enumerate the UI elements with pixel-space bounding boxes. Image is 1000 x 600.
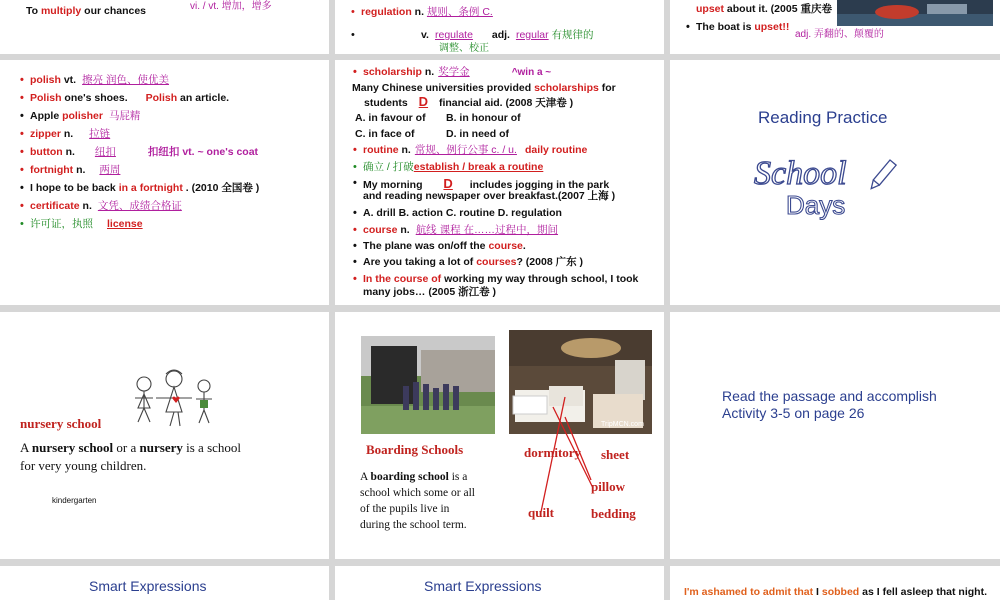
slide-reading-practice[interactable] <box>670 60 1000 305</box>
routine-example-2: and reading newspaper over breakfast.(2007 上海 ) <box>363 190 616 202</box>
label-quilt: quilt <box>528 505 555 520</box>
read-passage-line-2: Activity 3-5 on page 26 <box>722 405 865 421</box>
boarding-definition: A boarding school is a <box>360 471 468 483</box>
slide-vocab[interactable] <box>335 60 664 305</box>
slide-polish[interactable] <box>0 60 329 305</box>
read-passage-line-1: Read the passage and accomplish <box>722 388 937 404</box>
school-days-art-line1: School <box>754 155 847 192</box>
scholarship-line: • scholarship n. 奖学金 ^win a ~ <box>363 66 551 79</box>
answer-1: D <box>418 94 429 109</box>
polish-line: • polish vt. 擦亮 润色、使优美 <box>30 74 169 87</box>
regulation-line: • regulation n. 规则、条例 C. <box>361 6 493 19</box>
certificate-line: • certificate n. 文凭、成绩合格证 <box>30 200 188 213</box>
reading-practice-title: Reading Practice <box>758 108 888 127</box>
slide-upset[interactable] <box>670 0 1000 54</box>
establish-line: • 确立 / 打破establish / break a routine <box>363 161 543 174</box>
pencil-icon <box>868 160 896 191</box>
boat-line: • The boat is upset!! <box>696 21 789 34</box>
nursery-definition-2: for very young children. <box>20 458 147 473</box>
upset-line: upset about it. (2005 重庆卷 <box>696 3 832 15</box>
slide-sobbed[interactable] <box>670 566 1000 600</box>
option-d: D. in need of <box>446 128 509 140</box>
regulate-cn: 调整、校正 <box>439 43 489 54</box>
scholarship-example: Many Chinese universities provided scholarships for <box>352 82 616 94</box>
course-example-3: • In the course of working my way through school, I took <box>363 273 638 286</box>
option-b: B. in honour of <box>446 112 521 124</box>
slide-multiply[interactable] <box>0 0 329 54</box>
slide-nursery-school[interactable] <box>0 312 329 559</box>
slide-read-passage[interactable] <box>670 312 1000 559</box>
dormitory-photo-watermark: TripMCN.com <box>601 421 644 428</box>
multiply-line: To multiply our chances <box>26 5 147 17</box>
option-c: C. in face of <box>355 128 415 140</box>
boat-photo <box>837 0 993 26</box>
answer-2: D <box>443 176 453 191</box>
boarding-definition-3: of the pupils live in <box>360 503 450 515</box>
regulate-line: • v. regulate adj. regular 有规律的 <box>361 29 594 42</box>
school-days-art <box>750 152 920 222</box>
course-example-2: • Are you taking a lot of courses? (2008 广东 ) <box>363 256 583 269</box>
nursery-definition: A nursery school or a nursery is a school <box>20 440 242 455</box>
course-example-1: • The plane was on/off the course. <box>363 240 526 253</box>
slide-smart-expressions-1[interactable] <box>0 566 329 600</box>
label-sheet: sheet <box>601 447 630 462</box>
children-drawing-icon <box>126 368 222 430</box>
routine-example: • My morning D includes jogging in the park <box>363 177 609 192</box>
slide-regulation[interactable] <box>335 0 664 54</box>
boarding-schools-title: Boarding Schools <box>366 442 464 457</box>
polish-example: • Polish one's shoes. Polish an article. <box>30 92 229 105</box>
button-line: • button n. 纽扣 扣纽扣 vt. ~ one's coat <box>30 146 258 159</box>
fortnight-example: • I hope to be back in a fortnight . (2010 全国卷 ) <box>30 182 259 195</box>
zipper-line: • zipper n. 拉链 <box>30 128 126 141</box>
smart-expressions-title-2: Smart Expressions <box>424 578 542 594</box>
fortnight-line: • fortnight n. 两周 <box>30 164 134 177</box>
label-dormitory: dormitory <box>524 445 582 460</box>
course-line: • course n. 航线 课程 在……过程中，期间 <box>363 224 558 237</box>
boarding-definition-2: school which some or all <box>360 487 475 499</box>
label-pillow: pillow <box>591 479 625 494</box>
slide-boarding-schools[interactable] <box>335 312 664 559</box>
scholarship-example-2: students D financial aid. (2008 天津卷 ) <box>364 94 574 109</box>
boarding-definition-4: during the school term. <box>360 519 467 531</box>
apple-polisher-line: • Apple polisher 马屁精 <box>30 110 140 123</box>
smart-expressions-title-1: Smart Expressions <box>89 578 207 594</box>
label-bedding: bedding <box>591 506 636 521</box>
nursery-school-term: nursery school <box>20 416 102 431</box>
licence-line: • 许可证，执照 license <box>30 218 149 231</box>
kindergarten-label: kindergarten <box>52 496 97 505</box>
option-a: A. in favour of <box>355 112 426 124</box>
routine-options: • A. drill B. action C. routine D. regulation <box>363 207 562 220</box>
sobbed-line: I'm ashamed to admit that I sobbed as I fell asleep that night. <box>684 586 987 598</box>
routine-line: • routine n. 常规、例行公事 c. / u. daily routine <box>363 144 587 157</box>
school-days-art-line2: Days <box>786 190 846 220</box>
upset-note: adj. 弄翻的、颠覆的 <box>795 29 884 40</box>
slide-smart-expressions-2[interactable] <box>335 566 664 600</box>
multiply-note: vi. / vt. 增加，增多 <box>190 1 272 12</box>
course-example-3b: many jobs… (2005 浙江卷 ) <box>363 286 497 298</box>
